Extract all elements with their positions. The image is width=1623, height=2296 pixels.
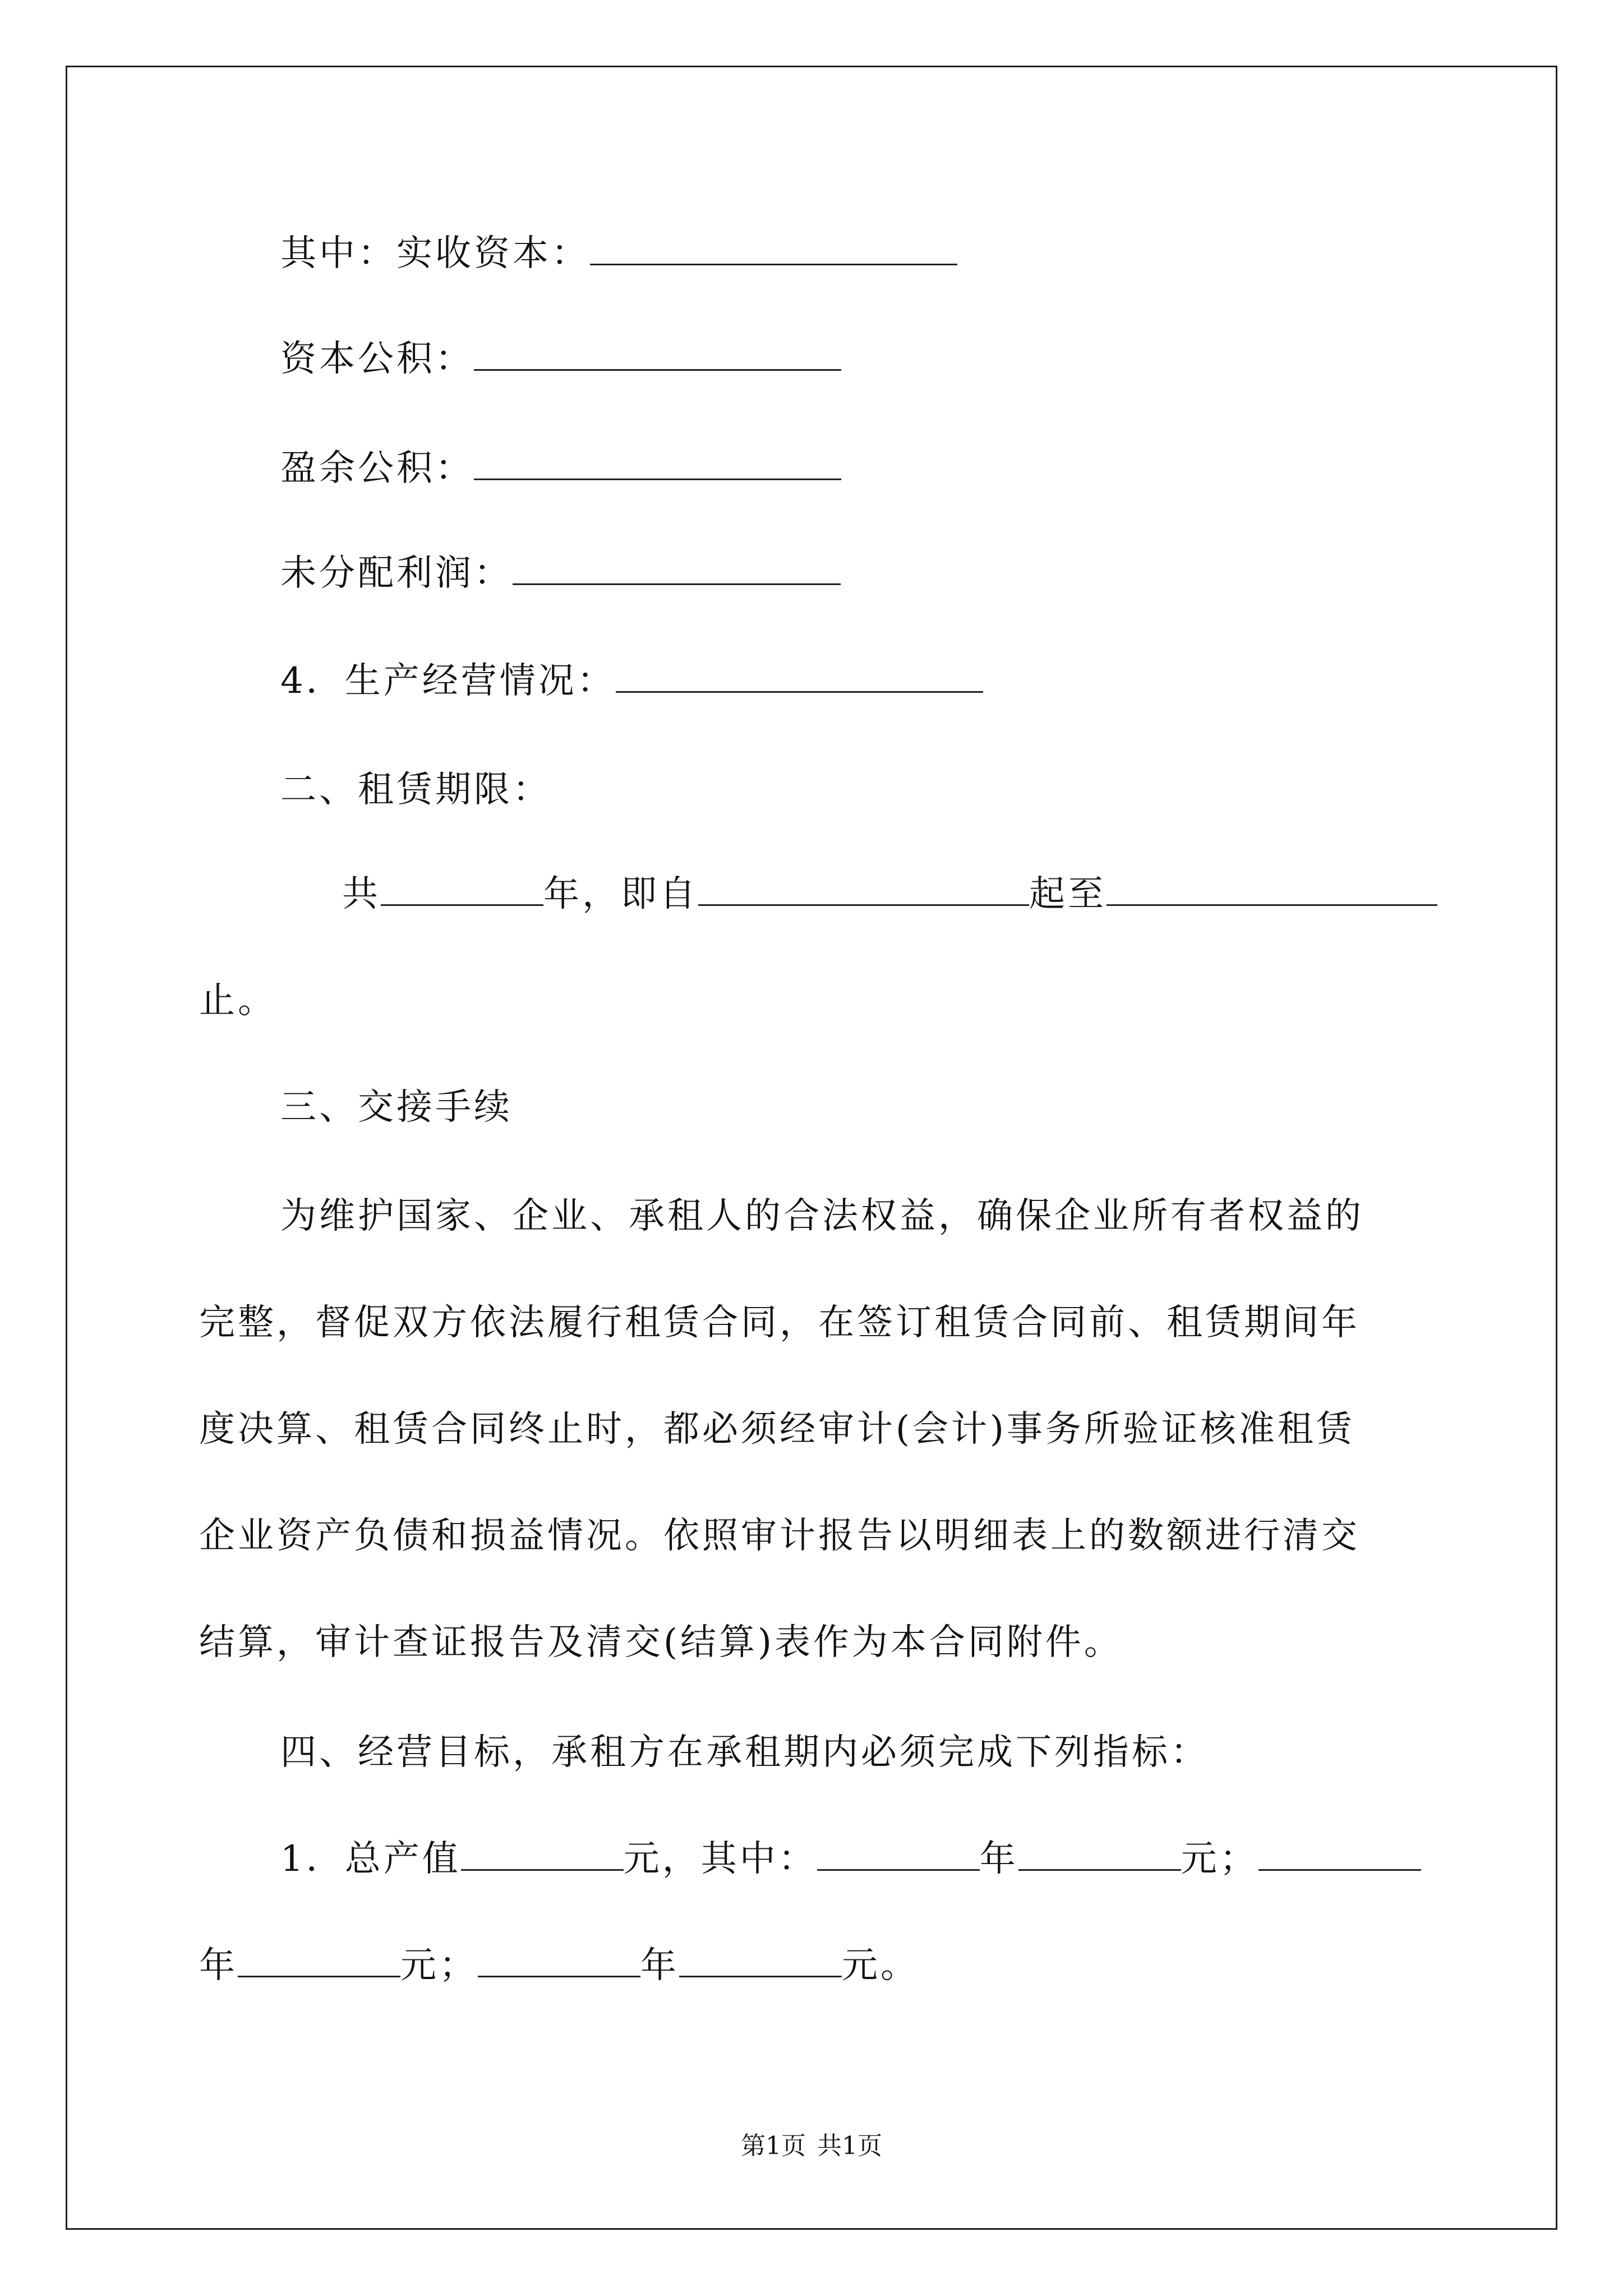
yuan-2-label: 元； xyxy=(400,1945,478,1986)
lease-term-prefix: 共 xyxy=(342,873,381,915)
section3-paragraph-line-1: 为维护国家、企业、承租人的合法权益，确保企业所有者权益的 xyxy=(280,1195,1364,1237)
capital-reserve-label: 资本公积： xyxy=(280,338,474,380)
year-2-label: 年 xyxy=(199,1945,238,1986)
yuan-3-label: 元。 xyxy=(842,1945,919,1986)
undistributed-profit-line xyxy=(280,551,841,596)
section4-heading: 四、经营目标，承租方在承租期内必须完成下列指标： xyxy=(280,1732,1209,1773)
year-3-label: 年 xyxy=(640,1945,679,1986)
capital-reserve-blank[interactable] xyxy=(474,337,841,371)
lease-years-blank[interactable] xyxy=(381,872,543,906)
lease-term-to: 起至 xyxy=(1029,873,1106,915)
section3-paragraph-line-4: 企业资产负债和损益情况。依照审计报告以明细表上的数额进行清交 xyxy=(199,1515,1360,1557)
lease-term-years-suffix: 年，即自 xyxy=(543,873,698,915)
section3-heading: 三、交接手续 xyxy=(280,1087,513,1128)
section3-paragraph-line-3: 度决算、租赁合同终止时，都必须经审计(会计)事务所验证核准租赁 xyxy=(199,1409,1355,1450)
total-output-yuan-among: 元，其中： xyxy=(623,1838,817,1880)
section3-paragraph-line-5: 结算，审计查证报告及清交(结算)表作为本合同附件。 xyxy=(199,1622,1123,1663)
yuan-1-blank[interactable] xyxy=(1018,1837,1181,1871)
yuan-1-label: 元； xyxy=(1181,1838,1258,1880)
paid-in-capital-line xyxy=(280,231,957,276)
year-2-blank[interactable] xyxy=(1258,1837,1421,1871)
paid-in-capital-label: 其中：实收资本： xyxy=(280,233,590,274)
total-output-line-2 xyxy=(199,1943,919,1988)
production-status-blank[interactable] xyxy=(616,659,983,693)
page-total: 共1页 xyxy=(817,2132,882,2160)
page-number: 第1页 xyxy=(741,2132,806,2160)
total-output-line-1 xyxy=(280,1837,1421,1881)
total-output-prefix: 1．总产值 xyxy=(280,1838,461,1880)
year-3-blank[interactable] xyxy=(478,1943,640,1977)
section3-paragraph-line-2: 完整，督促双方依法履行租赁合同，在签订租赁合同前、租赁期间年 xyxy=(199,1302,1360,1343)
section2-heading: 二、租赁期限： xyxy=(280,769,551,811)
undistributed-profit-blank[interactable] xyxy=(513,551,841,585)
lease-term-end: 止。 xyxy=(199,980,276,1022)
page-frame xyxy=(66,66,1557,2230)
surplus-reserve-label: 盈余公积： xyxy=(280,448,474,489)
lease-term-line xyxy=(342,872,1437,917)
total-output-blank[interactable] xyxy=(461,1837,624,1871)
paid-in-capital-blank[interactable] xyxy=(590,231,957,265)
surplus-reserve-blank[interactable] xyxy=(474,446,841,480)
production-status-label: 4．生产经营情况： xyxy=(280,660,616,702)
page-footer xyxy=(0,2131,1623,2162)
surplus-reserve-line xyxy=(280,446,841,491)
capital-reserve-line xyxy=(280,337,841,381)
lease-start-blank[interactable] xyxy=(698,872,1029,906)
yuan-3-blank[interactable] xyxy=(679,1943,842,1977)
production-status-line xyxy=(280,659,983,703)
year-1-blank[interactable] xyxy=(817,1837,980,1871)
lease-end-blank[interactable] xyxy=(1106,872,1437,906)
yuan-2-blank[interactable] xyxy=(238,1943,400,1977)
year-1-label: 年 xyxy=(979,1838,1018,1880)
undistributed-profit-label: 未分配利润： xyxy=(280,553,513,594)
